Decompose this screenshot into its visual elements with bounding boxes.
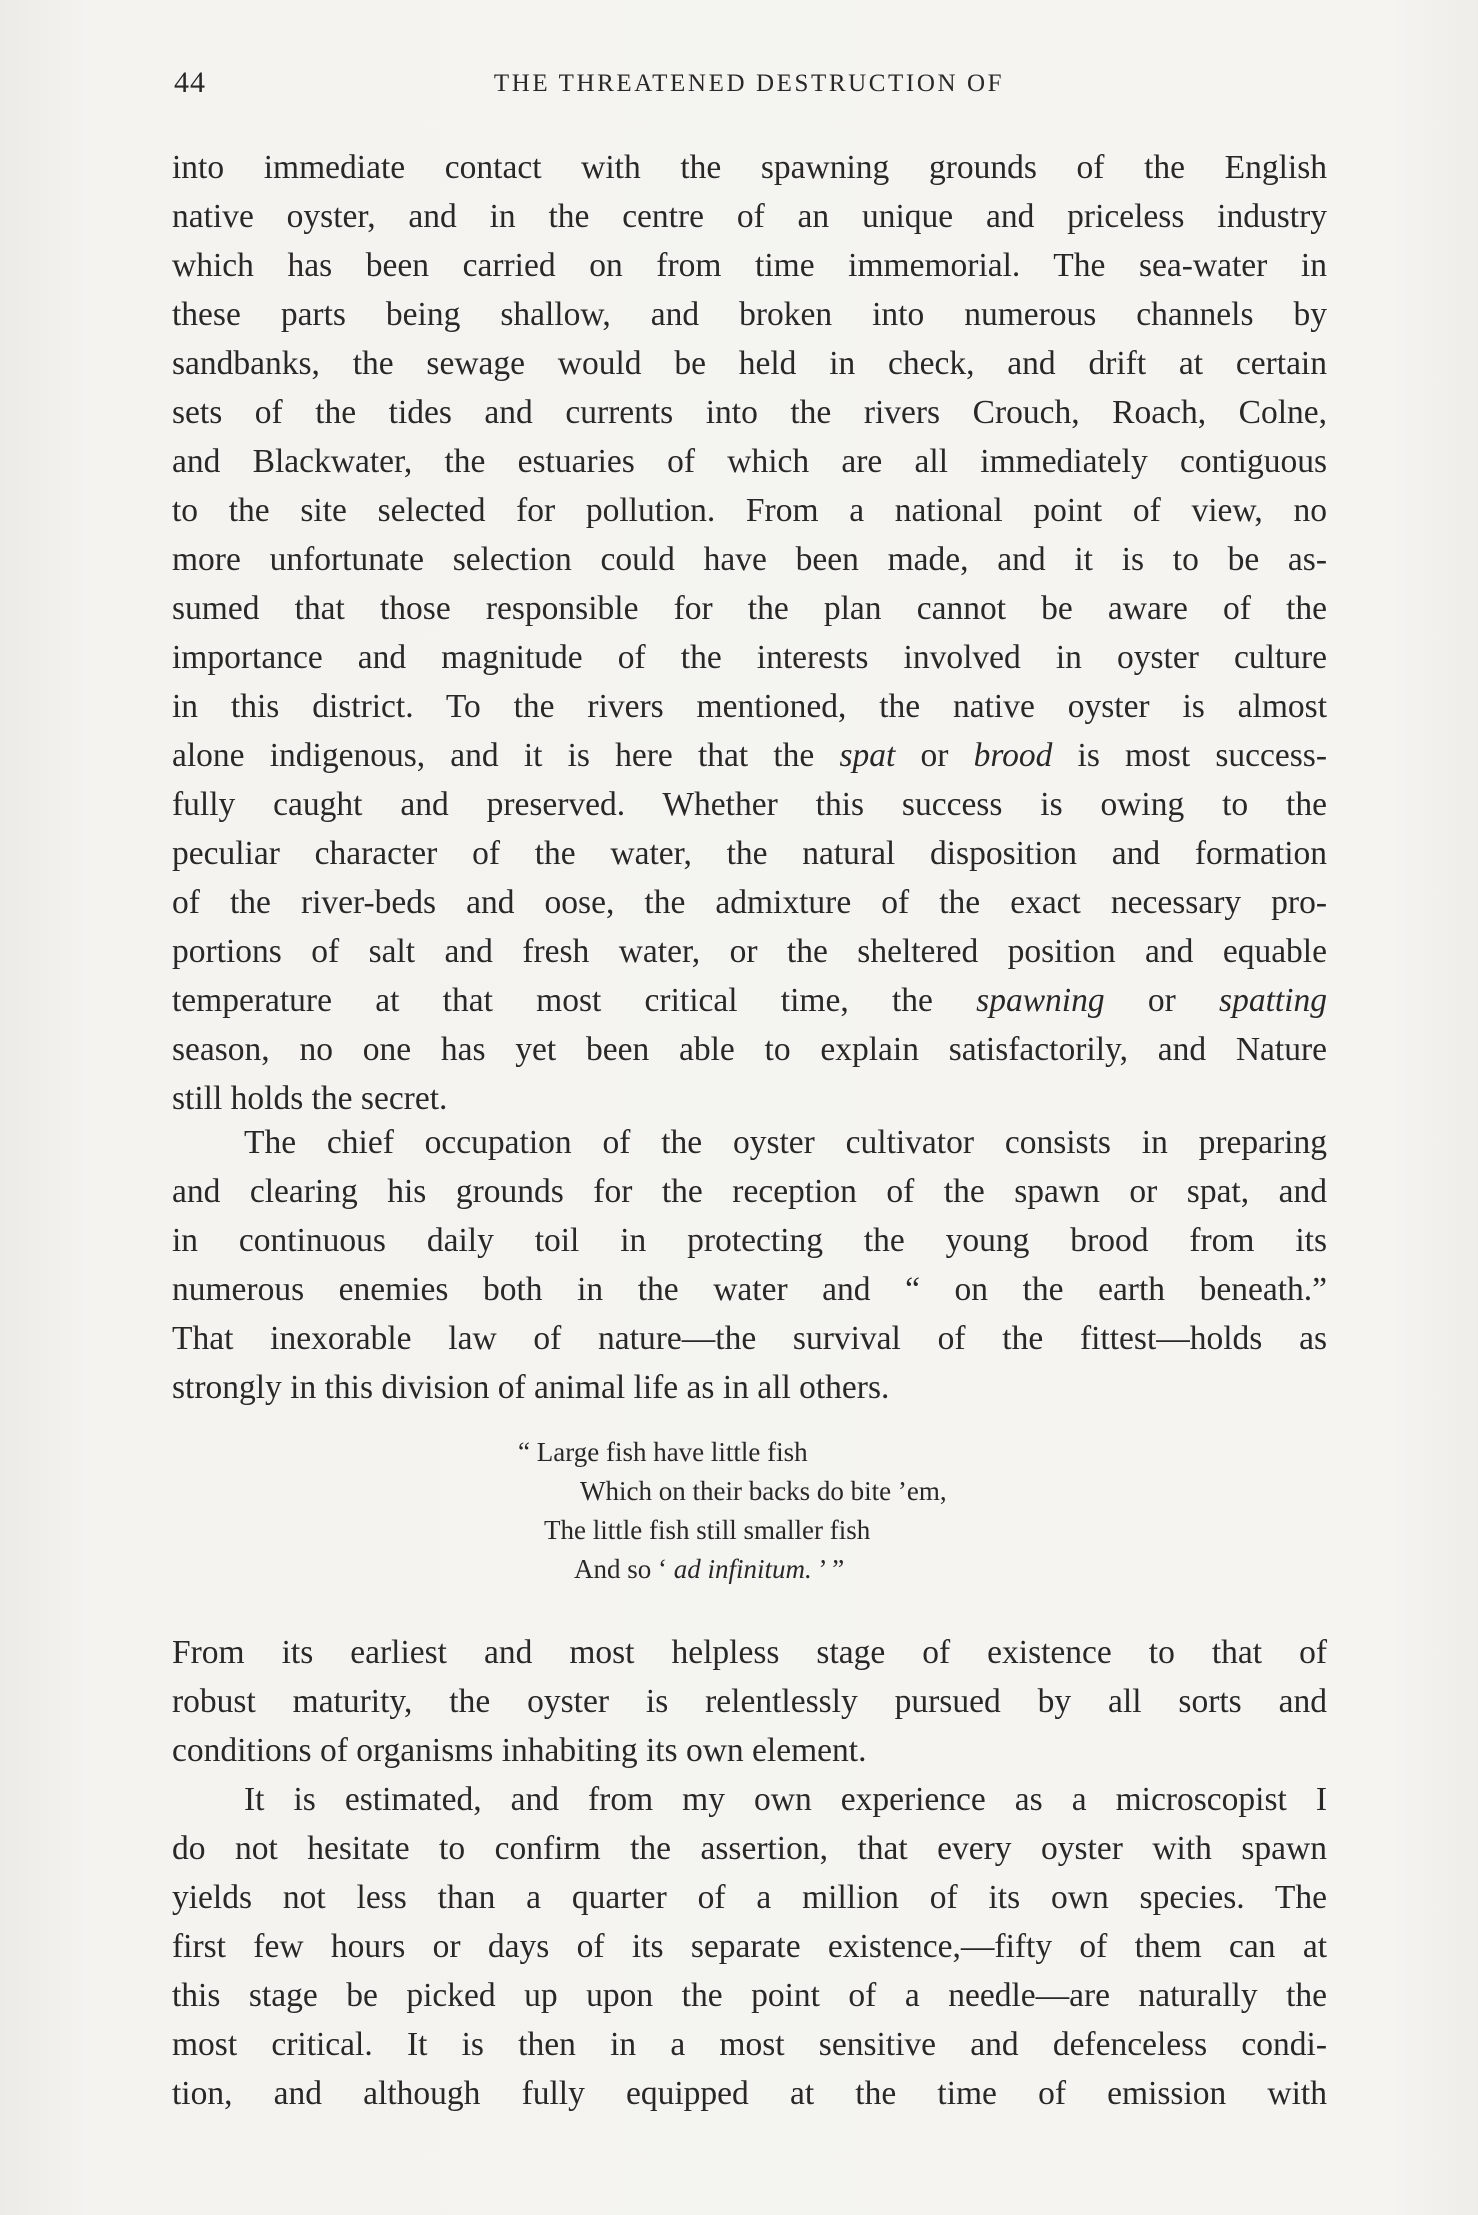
text-line: to the site selected for pollution. From a national point of view, no (172, 492, 1327, 529)
paragraph-4 (172, 1775, 1327, 2118)
text-line: numerous enemies both in the water and “ on the earth beneath.” (172, 1271, 1327, 1308)
verse-line: Which on their backs do bite ’em, (580, 1476, 947, 1506)
text-line: yields not less than a quarter of a million of its own species. The (172, 1879, 1327, 1916)
text-line: this stage be picked up upon the point of a needle—are naturally the (172, 1977, 1327, 2014)
text-line: That inexorable law of nature—the survival of the fittest—holds as (172, 1320, 1327, 1357)
text-line: still holds the secret. (172, 1080, 448, 1117)
text-line: peculiar character of the water, the natural disposition and formation (172, 835, 1327, 872)
text-line: into immediate contact with the spawning grounds of the English (172, 149, 1327, 186)
text-line: native oyster, and in the centre of an unique and priceless industry (172, 198, 1327, 235)
text-line: these parts being shallow, and broken into numerous channels by (172, 296, 1327, 333)
text-line: which has been carried on from time immemorial. The sea-water in (172, 247, 1327, 284)
verse-line: “ Large fish have little fish (518, 1437, 808, 1467)
text-line: and Blackwater, the estuaries of which are all immediately contiguous (172, 443, 1327, 480)
page-number: 44 (174, 66, 206, 99)
text-line: alone indigenous, and it is here that the spat or brood is most success- (172, 737, 1327, 774)
text-line: and clearing his grounds for the reception of the spawn or spat, and (172, 1173, 1327, 1210)
text-line: The chief occupation of the oyster cultivator consists in preparing (244, 1124, 1327, 1161)
text-line: sumed that those responsible for the plan cannot be aware of the (172, 590, 1327, 627)
text-line: It is estimated, and from my own experience as a microscopist I (244, 1781, 1327, 1818)
text-line: From its earliest and most helpless stage of existence to that of (172, 1634, 1327, 1671)
text-line: sandbanks, the sewage would be held in check, and drift at certain (172, 345, 1327, 382)
text-line: season, no one has yet been able to explain satisfactorily, and Nature (172, 1031, 1327, 1068)
text-line: conditions of organisms inhabiting its own element. (172, 1732, 867, 1769)
text-line: of the river-beds and oose, the admixture of the exact necessary pro- (172, 884, 1327, 921)
text-line: in this district. To the rivers mentioned, the native oyster is almost (172, 688, 1327, 725)
text-line: portions of salt and fresh water, or the sheltered position and equable (172, 933, 1327, 970)
text-line: robust maturity, the oyster is relentlessly pursued by all sorts and (172, 1683, 1327, 1720)
text-line: temperature at that most critical time, the spawning or spatting (172, 982, 1327, 1019)
text-line: first few hours or days of its separate existence,—fifty of them can at (172, 1928, 1327, 1965)
text-line: more unfortunate selection could have been made, and it is to be as- (172, 541, 1327, 578)
verse-line: The little fish still smaller fish (544, 1515, 871, 1545)
text-line: in continuous daily toil in protecting the young brood from its (172, 1222, 1327, 1259)
paragraph-3 (172, 1628, 1327, 1775)
text-line: most critical. It is then in a most sensitive and defenceless condi- (172, 2026, 1327, 2063)
verse-line: And so ‘ ad infinitum. ’ ” (574, 1554, 845, 1584)
text-line: importance and magnitude of the interests involved in oyster culture (172, 639, 1327, 676)
text-line: tion, and although fully equipped at the time of emission with (172, 2075, 1327, 2112)
paragraph-2 (172, 1118, 1327, 1412)
running-head: THE THREATENED DESTRUCTION OF (493, 70, 1005, 97)
text-line: do not hesitate to confirm the assertion, that every oyster with spawn (172, 1830, 1327, 1867)
paragraph-1 (172, 143, 1327, 1123)
page-header (174, 66, 1324, 106)
text-line: strongly in this division of animal life as in all others. (172, 1369, 890, 1406)
text-line: sets of the tides and currents into the rivers Crouch, Roach, Colne, (172, 394, 1327, 431)
text-line: fully caught and preserved. Whether this success is owing to the (172, 786, 1327, 823)
verse-quotation (0, 1433, 1478, 1589)
